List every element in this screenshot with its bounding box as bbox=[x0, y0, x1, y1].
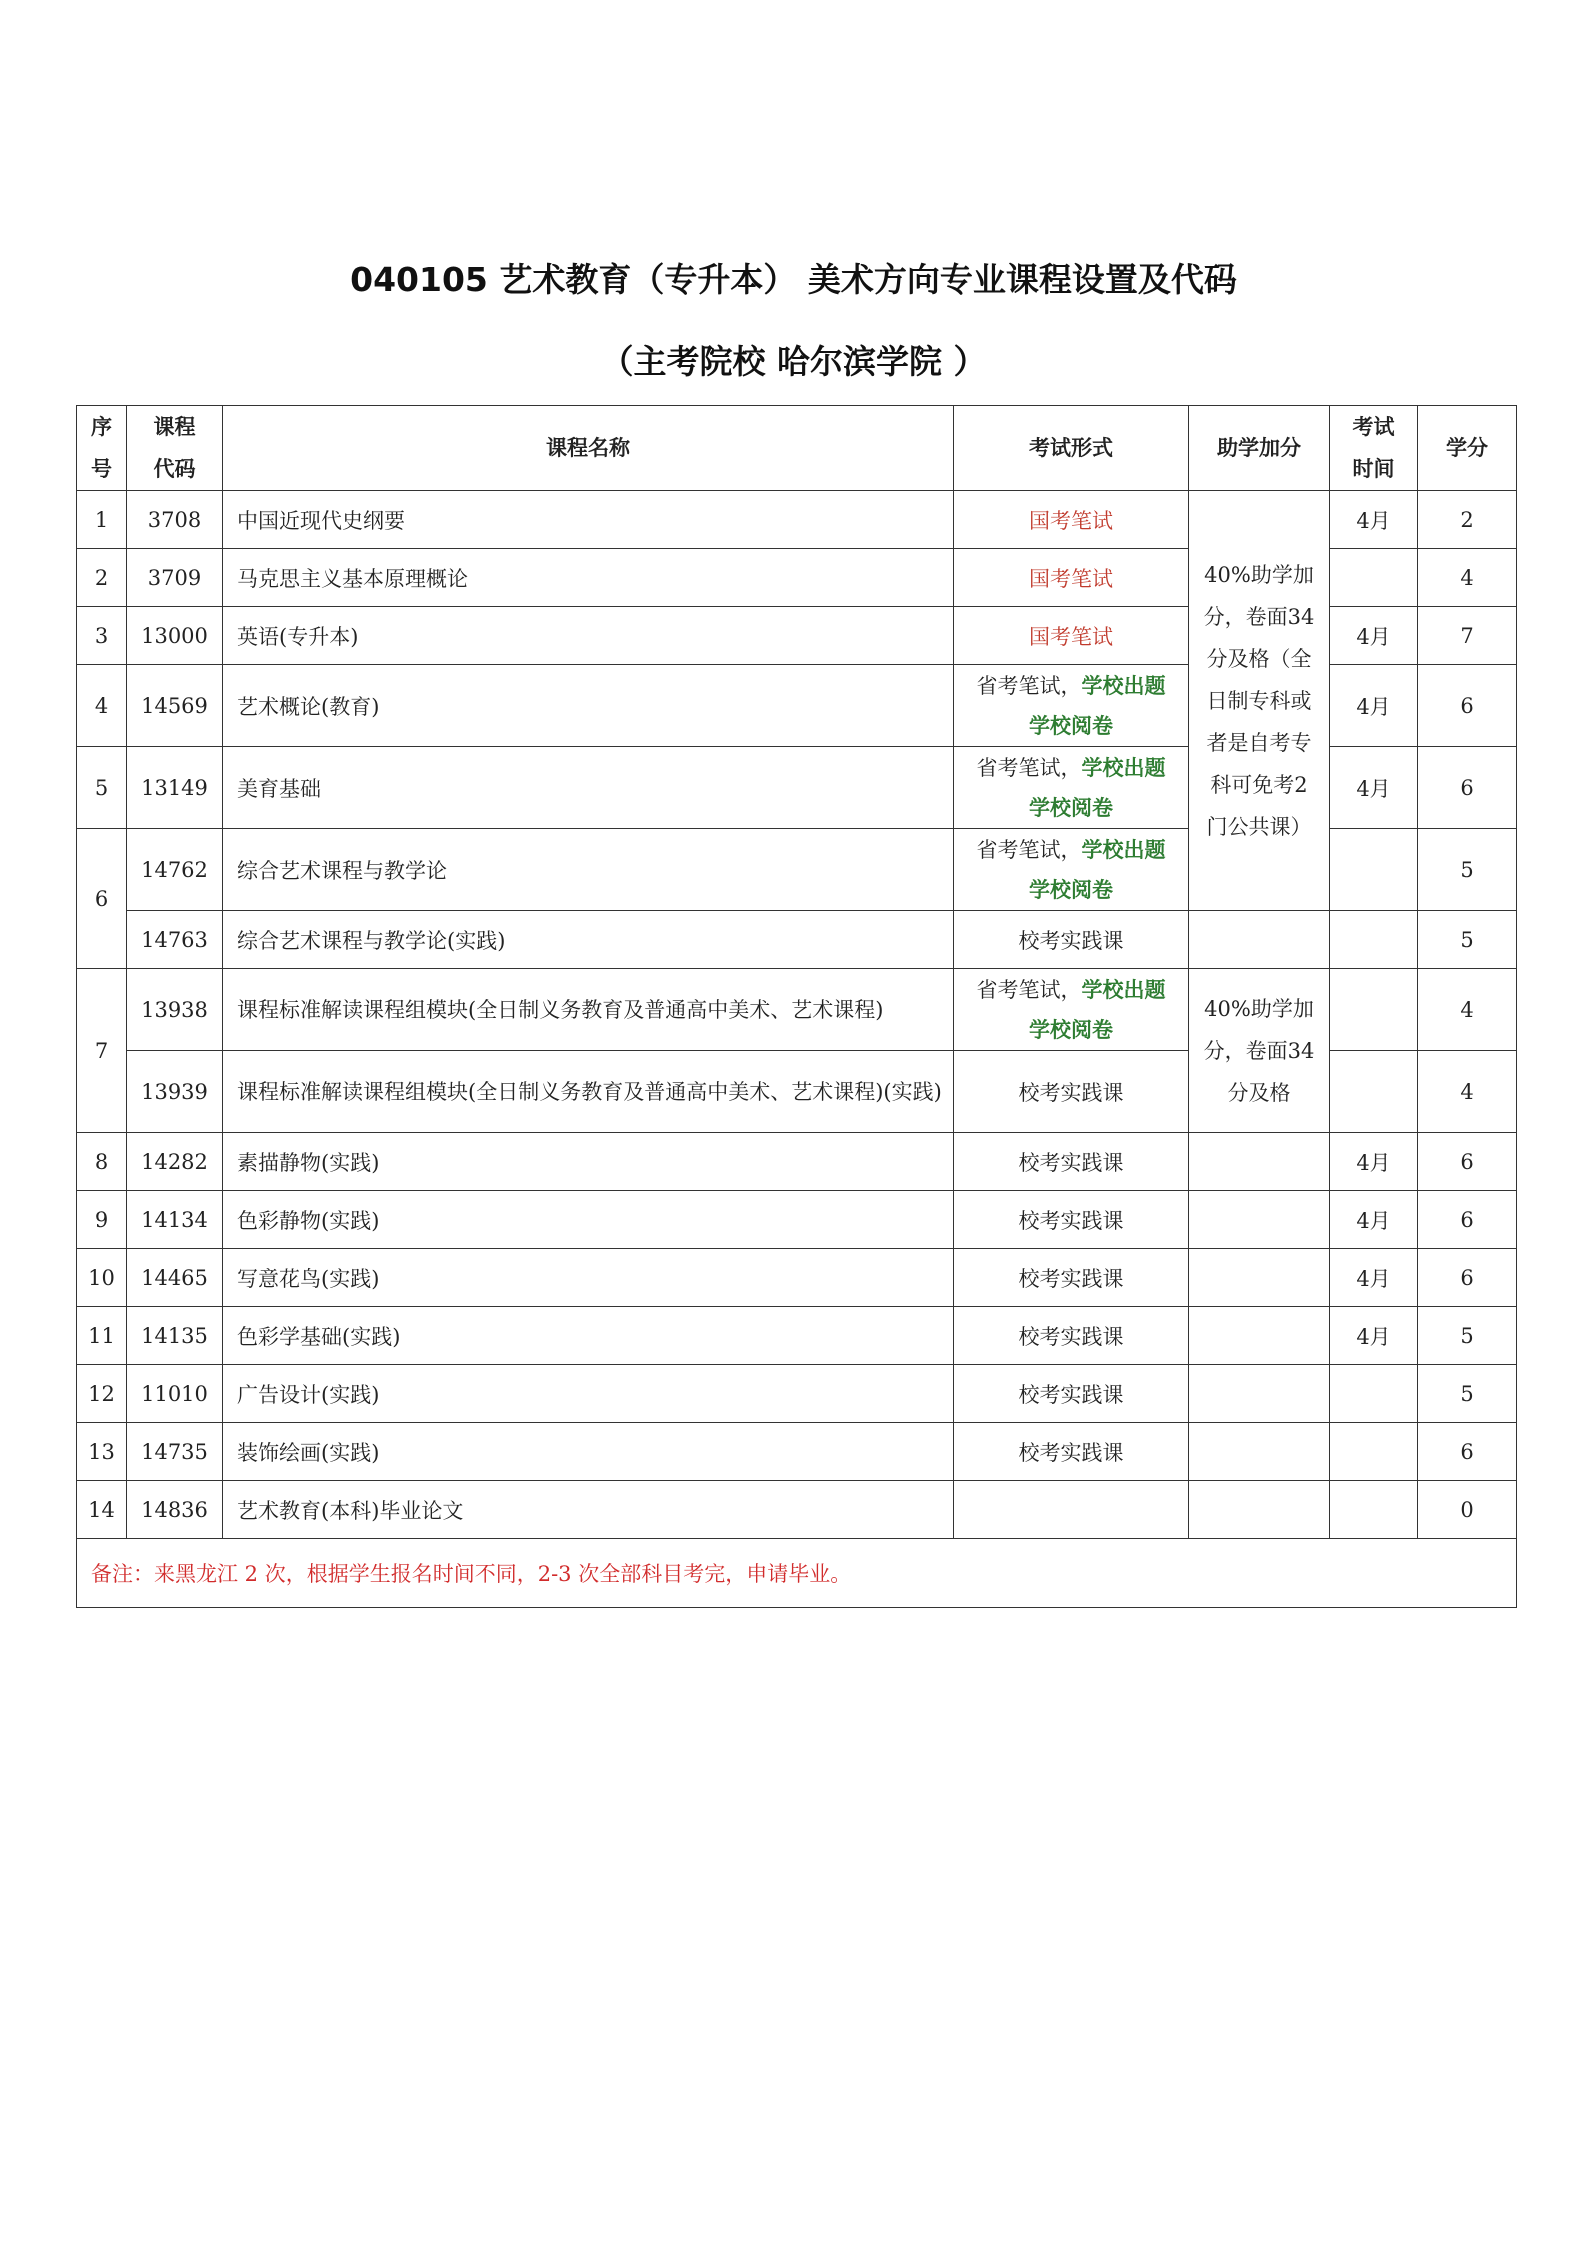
row-aid-note bbox=[1189, 491, 1330, 911]
row-exam-form: 校考实践课 bbox=[954, 1249, 1189, 1307]
table-row bbox=[77, 1133, 1517, 1191]
row-credit: 6 bbox=[1418, 1133, 1517, 1191]
row-credit: 6 bbox=[1418, 1191, 1517, 1249]
row-exam-time: 4月 bbox=[1330, 491, 1418, 549]
row-code: 14763 bbox=[127, 911, 223, 969]
exam-form-school-mark: 学校阅卷 bbox=[1029, 1017, 1113, 1042]
row-seq: 13 bbox=[77, 1423, 127, 1481]
row-code: 14135 bbox=[127, 1307, 223, 1365]
exam-form-school-mark: 学校阅卷 bbox=[1029, 877, 1113, 902]
row-credit: 4 bbox=[1418, 549, 1517, 607]
table-row bbox=[77, 969, 1517, 1051]
row-exam-form: 校考实践课 bbox=[954, 1307, 1189, 1365]
row-exam-form: 校考实践课 bbox=[954, 911, 1189, 969]
row-course-name: 色彩学基础(实践) bbox=[223, 1307, 954, 1365]
row-aid-empty bbox=[1189, 1423, 1330, 1481]
row-code: 13939 bbox=[127, 1051, 223, 1133]
header-seq: 序号 bbox=[77, 406, 127, 491]
row-course-name: 装饰绘画(实践) bbox=[223, 1423, 954, 1481]
row-aid-note bbox=[1189, 969, 1330, 1133]
header-aid: 助学加分 bbox=[1189, 406, 1330, 491]
table-row bbox=[77, 1191, 1517, 1249]
row-seq: 8 bbox=[77, 1133, 127, 1191]
row-course-name: 英语(专升本) bbox=[223, 607, 954, 665]
row-aid-empty bbox=[1189, 911, 1330, 969]
row-exam-time: 4月 bbox=[1330, 1133, 1418, 1191]
row-seq: 6 bbox=[77, 829, 127, 969]
row-seq: 7 bbox=[77, 969, 127, 1133]
page-title: 040105 艺术教育（专升本） 美术方向专业课程设置及代码 bbox=[350, 260, 1237, 299]
header-code: 课程代码 bbox=[127, 406, 223, 491]
exam-form-school-mark: 学校阅卷 bbox=[1029, 713, 1113, 738]
row-code: 14836 bbox=[127, 1481, 223, 1539]
row-code: 14569 bbox=[127, 665, 223, 747]
row-exam-time bbox=[1330, 1481, 1418, 1539]
row-exam-time: 4月 bbox=[1330, 665, 1418, 747]
exam-form-provincial: 省考笔试， bbox=[976, 837, 1082, 862]
row-course-name: 艺术概论(教育) bbox=[223, 665, 954, 747]
row-course-name: 色彩静物(实践) bbox=[223, 1191, 954, 1249]
row-course-name: 课程标准解读课程组模块(全日制义务教育及普通高中美术、艺术课程) bbox=[223, 969, 954, 1051]
row-credit: 5 bbox=[1418, 1365, 1517, 1423]
row-code: 13938 bbox=[127, 969, 223, 1051]
row-course-name: 课程标准解读课程组模块(全日制义务教育及普通高中美术、艺术课程)(实践) bbox=[223, 1051, 954, 1133]
exam-form-provincial: 省考笔试， bbox=[976, 977, 1082, 1002]
row-exam-time: 4月 bbox=[1330, 607, 1418, 665]
row-seq: 12 bbox=[77, 1365, 127, 1423]
page-subtitle: （主考院校 哈尔滨学院 ） bbox=[600, 342, 987, 381]
row-seq: 2 bbox=[77, 549, 127, 607]
row-exam-form: 国考笔试 bbox=[954, 549, 1189, 607]
row-course-name: 马克思主义基本原理概论 bbox=[223, 549, 954, 607]
row-exam-time bbox=[1330, 549, 1418, 607]
row-exam-form: 国考笔试 bbox=[954, 491, 1189, 549]
row-course-name: 综合艺术课程与教学论(实践) bbox=[223, 911, 954, 969]
row-credit: 0 bbox=[1418, 1481, 1517, 1539]
aid-text: 40%助学加分，卷面34分及格（全日制专科或者是自考专科可免考2门公共课） bbox=[1203, 562, 1315, 839]
header-exam-form: 考试形式 bbox=[954, 406, 1189, 491]
exam-form-school-set: 学校出题 bbox=[1081, 977, 1166, 1002]
row-credit: 6 bbox=[1418, 1423, 1517, 1481]
row-exam-time bbox=[1330, 1423, 1418, 1481]
row-course-name: 素描静物(实践) bbox=[223, 1133, 954, 1191]
row-aid-empty bbox=[1189, 1365, 1330, 1423]
row-code: 13000 bbox=[127, 607, 223, 665]
row-code: 13149 bbox=[127, 747, 223, 829]
header-name: 课程名称 bbox=[223, 406, 954, 491]
row-code: 3708 bbox=[127, 491, 223, 549]
row-exam-form: 校考实践课 bbox=[954, 1423, 1189, 1481]
exam-form-school-set: 学校出题 bbox=[1081, 837, 1166, 862]
course-table bbox=[76, 405, 1517, 1608]
row-credit: 2 bbox=[1418, 491, 1517, 549]
row-course-name: 综合艺术课程与教学论 bbox=[223, 829, 954, 911]
row-exam-form-empty bbox=[954, 1481, 1189, 1539]
row-credit: 4 bbox=[1418, 1051, 1517, 1133]
row-exam-time bbox=[1330, 829, 1418, 911]
table-row bbox=[77, 911, 1517, 969]
aid-text: 40%助学加分，卷面34分及格 bbox=[1203, 996, 1315, 1105]
row-exam-form: 校考实践课 bbox=[954, 1051, 1189, 1133]
row-exam-form bbox=[954, 665, 1189, 747]
row-exam-time bbox=[1330, 1365, 1418, 1423]
row-course-name: 艺术教育(本科)毕业论文 bbox=[223, 1481, 954, 1539]
row-seq: 5 bbox=[77, 747, 127, 829]
row-code: 3709 bbox=[127, 549, 223, 607]
row-exam-time: 4月 bbox=[1330, 1249, 1418, 1307]
row-aid-empty bbox=[1189, 1191, 1330, 1249]
row-seq: 10 bbox=[77, 1249, 127, 1307]
row-aid-empty bbox=[1189, 1133, 1330, 1191]
table-row bbox=[77, 1307, 1517, 1365]
row-code: 14762 bbox=[127, 829, 223, 911]
table-row bbox=[77, 1423, 1517, 1481]
row-credit: 6 bbox=[1418, 747, 1517, 829]
row-course-name: 广告设计(实践) bbox=[223, 1365, 954, 1423]
row-exam-time: 4月 bbox=[1330, 1191, 1418, 1249]
row-exam-time: 4月 bbox=[1330, 1307, 1418, 1365]
exam-form-school-set: 学校出题 bbox=[1081, 673, 1166, 698]
row-credit: 6 bbox=[1418, 1249, 1517, 1307]
row-exam-form bbox=[954, 829, 1189, 911]
row-code: 14134 bbox=[127, 1191, 223, 1249]
header-exam-time: 考试时间 bbox=[1330, 406, 1418, 491]
table-row bbox=[77, 1481, 1517, 1539]
table-row bbox=[77, 1249, 1517, 1307]
table-row bbox=[77, 491, 1517, 549]
row-seq: 4 bbox=[77, 665, 127, 747]
row-exam-form bbox=[954, 747, 1189, 829]
exam-form-provincial: 省考笔试， bbox=[976, 755, 1082, 780]
row-exam-form bbox=[954, 969, 1189, 1051]
row-code: 14735 bbox=[127, 1423, 223, 1481]
row-seq: 11 bbox=[77, 1307, 127, 1365]
row-credit: 6 bbox=[1418, 665, 1517, 747]
row-exam-time bbox=[1330, 969, 1418, 1051]
exam-form-provincial: 省考笔试， bbox=[976, 673, 1082, 698]
row-credit: 5 bbox=[1418, 1307, 1517, 1365]
row-seq: 9 bbox=[77, 1191, 127, 1249]
row-exam-time bbox=[1330, 911, 1418, 969]
row-credit: 5 bbox=[1418, 911, 1517, 969]
row-seq: 14 bbox=[77, 1481, 127, 1539]
row-seq: 1 bbox=[77, 491, 127, 549]
row-course-name: 中国近现代史纲要 bbox=[223, 491, 954, 549]
row-aid-empty bbox=[1189, 1307, 1330, 1365]
note-row bbox=[77, 1539, 1517, 1608]
row-course-name: 写意花鸟(实践) bbox=[223, 1249, 954, 1307]
table-row bbox=[77, 1365, 1517, 1423]
exam-form-school-set: 学校出题 bbox=[1081, 755, 1166, 780]
header-credit: 学分 bbox=[1418, 406, 1517, 491]
row-exam-form: 校考实践课 bbox=[954, 1133, 1189, 1191]
note-text: 备注：来黑龙江 2 次，根据学生报名时间不同，2-3 次全部科目考完，申请毕业。 bbox=[77, 1539, 1517, 1608]
row-aid-empty bbox=[1189, 1249, 1330, 1307]
row-credit: 5 bbox=[1418, 829, 1517, 911]
row-exam-time bbox=[1330, 1051, 1418, 1133]
row-aid-empty bbox=[1189, 1481, 1330, 1539]
row-credit: 7 bbox=[1418, 607, 1517, 665]
row-exam-form: 校考实践课 bbox=[954, 1191, 1189, 1249]
row-seq: 3 bbox=[77, 607, 127, 665]
row-exam-time: 4月 bbox=[1330, 747, 1418, 829]
row-code: 14465 bbox=[127, 1249, 223, 1307]
row-exam-form: 校考实践课 bbox=[954, 1365, 1189, 1423]
row-exam-form: 国考笔试 bbox=[954, 607, 1189, 665]
exam-form-school-mark: 学校阅卷 bbox=[1029, 795, 1113, 820]
row-code: 11010 bbox=[127, 1365, 223, 1423]
row-course-name: 美育基础 bbox=[223, 747, 954, 829]
row-credit: 4 bbox=[1418, 969, 1517, 1051]
row-code: 14282 bbox=[127, 1133, 223, 1191]
table-header-row bbox=[77, 406, 1517, 491]
